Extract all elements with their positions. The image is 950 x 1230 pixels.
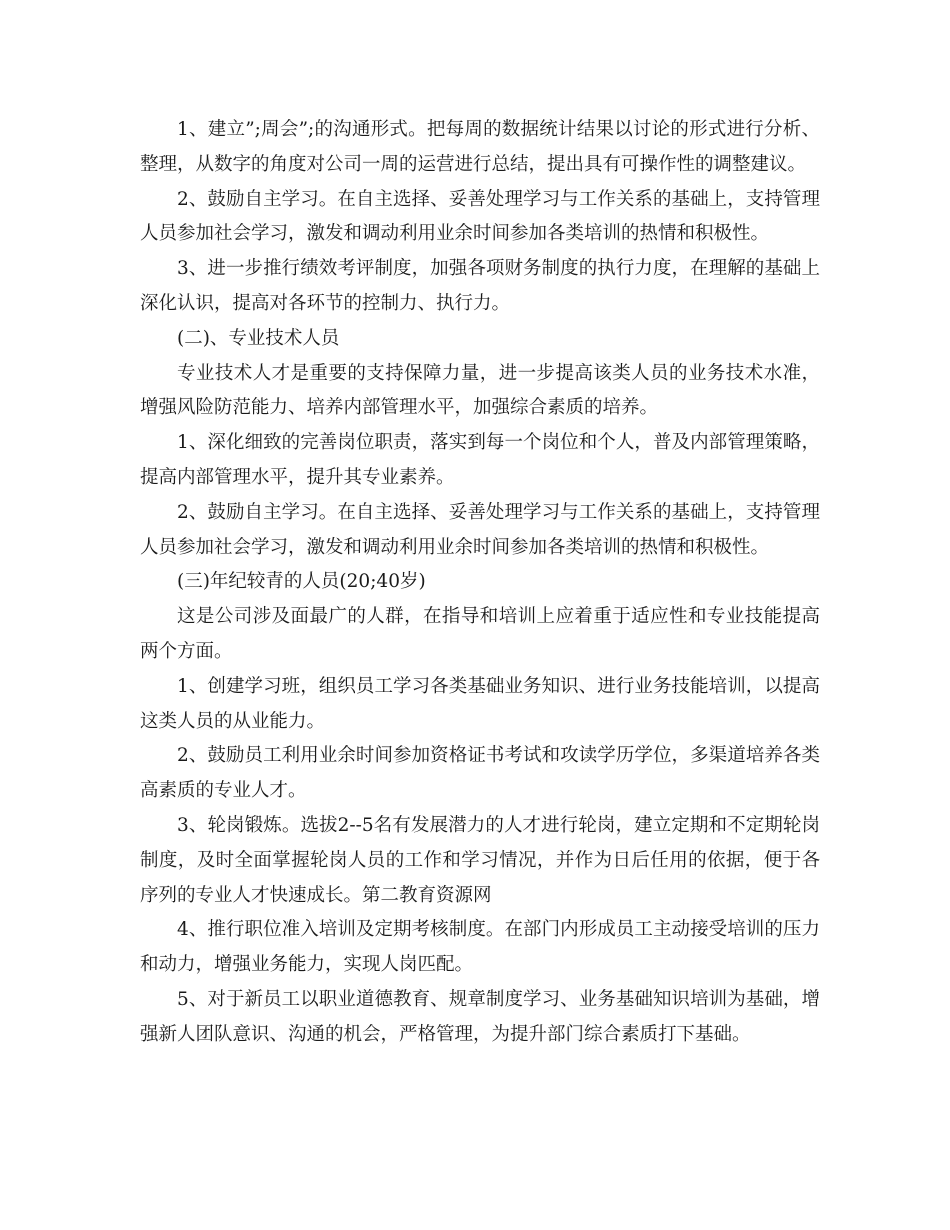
paragraph-access-training: 4、推行职位准入培训及定期考核制度。在部门内形成员工主动接受培训的压力和动力，增强业务能力，实现人岗匹配。: [140, 919, 820, 976]
paragraph-performance-appraisal: 3、进一步推行绩效考评制度，加强各项财务制度的执行力度，在理解的基础上深化认识，提高对各环节的控制力、执行力。: [140, 258, 820, 314]
paragraph-certificates: 2、鼓励员工利用业余时间参加资格证书考试和攻读学历学位，多渠道培养各类高素质的专业人才。: [140, 745, 820, 802]
paragraph-job-rotation: 3、轮岗锻炼。选拔2--5名有发展潜力的人才进行轮岗，建立定期和不定期轮岗制度，及时全面掌握轮岗人员的工作和学习情况，并作为日后任用的依据，便于各序列的专业人才快速成长。第二教育资源网: [140, 814, 820, 906]
paragraph-job-duties: 1、深化细致的完善岗位职责，落实到每一个岗位和个人，普及内部管理策略，提高内部管理水平，提升其专业素养。: [140, 432, 820, 488]
paragraph-study-class: 1、创建学习班，组织员工学习各类基础业务知识、进行业务技能培训，以提高这类人员的从业能力。: [140, 675, 820, 732]
paragraph-weekly-meeting: 1、建立”;周会”;的沟通形式。把每周的数据统计结果以讨论的形式进行分析、整理，从数字的角度对公司一周的运营进行总结，提出具有可操作性的调整建议。: [140, 119, 820, 175]
paragraph-new-employees: 5、对于新员工以职业道德教育、规章制度学习、业务基础知识培训为基础，增强新人团队意识、沟通的机会，严格管理，为提升部门综合素质打下基础。: [140, 988, 820, 1045]
paragraph-self-study-managers: 2、鼓励自主学习。在自主选择、妥善处理学习与工作关系的基础上，支持管理人员参加社会学习，激发和调动利用业余时间参加各类培训的热情和积极性。: [140, 188, 820, 245]
document-page: [140, 113, 820, 1053]
paragraph-technical-intro: 专业技术人才是重要的支持保障力量，进一步提高该类人员的业务技术水准，增强风险防范能力、培养内部管理水平，加强综合素质的培养。: [140, 362, 820, 419]
section-heading-technical-staff: (二)、专业技术人员: [177, 327, 340, 349]
paragraph-young-staff-intro: 这是公司涉及面最广的人群，在指导和培训上应着重于适应性和专业技能提高两个方面。: [140, 606, 820, 662]
section-heading-young-staff: (三)年纪较青的人员(20;40岁): [177, 571, 426, 593]
paragraph-self-study-technical: 2、鼓励自主学习。在自主选择、妥善处理学习与工作关系的基础上，支持管理人员参加社会学习，激发和调动利用业余时间参加各类培训的热情和积极性。: [140, 501, 820, 558]
